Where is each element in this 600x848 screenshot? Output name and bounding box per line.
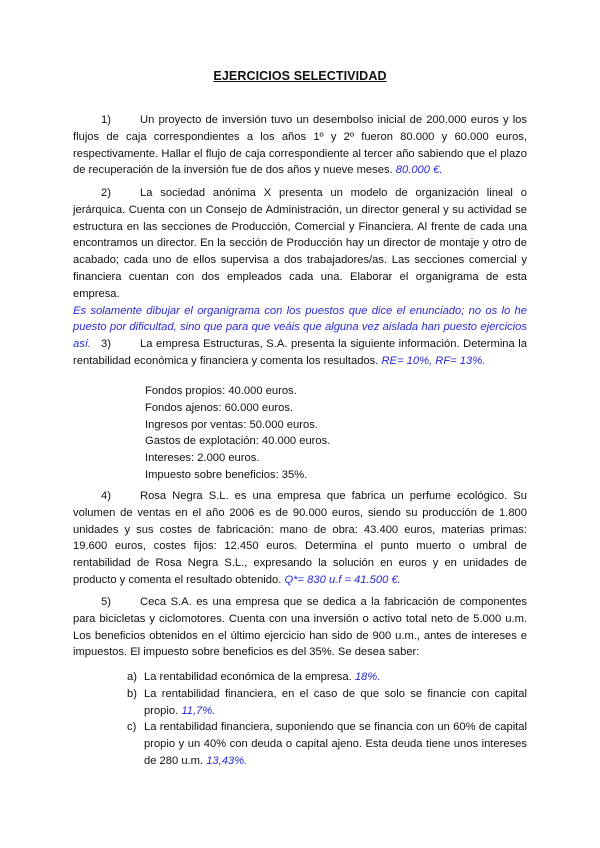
question-answer: 13,43%. [206, 754, 248, 767]
exercise-number: 2) [101, 187, 111, 199]
exercise-4 [73, 488, 527, 589]
exercise-number: 5) [101, 596, 111, 608]
question-text: La rentabilidad financiera, suponiendo que se financia con un 60% de capital propio y un 40% con deuda o capital ajeno. Esta deuda tiene unos intereses de 280 u.m. [144, 721, 527, 767]
exercise-text: Un proyecto de inversión tuvo un desembolso inicial de 200.000 euros y los flujos de caja correspondientes a los años 1º y 2º fueron 80.000 y 60.000 euros, respectivamente. Hallar el flujo de caja correspondiente al tercer año sabiendo que el plazo de recuperación de la inversión fue de dos años y nueve meses. [73, 114, 527, 177]
question-label: b) [127, 687, 137, 700]
question-label: a) [127, 671, 137, 683]
question-text: La rentabilidad económica de la empresa. [144, 671, 352, 683]
exercise-number: 4) [101, 490, 111, 502]
exercise-1 [73, 112, 527, 179]
page-title: EJERCICIOS SELECTIVIDAD [213, 69, 387, 83]
exercise-3-data-list [145, 383, 330, 484]
exercise-answer: 80.000 €. [395, 164, 443, 177]
exercise-text: Ceca S.A. es una empresa que se dedica a la fabricación de componentes para bicicletas y ciclomotores. Cuenta con una inversión o activo total neto de 5.000 u.m. Los beneficios obtenidos en el último ejercicio han sido de 900 u.m., antes de intereses e impuestos. El impuesto sobre beneficios es del 35%. Se desea saber: [73, 596, 527, 659]
list-item: Fondos ajenos: 60.000 euros. [145, 401, 294, 414]
list-item: Ingresos por ventas: 50.000 euros. [145, 418, 318, 431]
list-item: Fondos propios: 40.000 euros. [145, 385, 297, 397]
exercise-number: 3) [101, 338, 111, 350]
question-b [127, 686, 527, 720]
list-item: Gastos de explotación: 40.000 euros. [145, 435, 331, 448]
exercise-text: Rosa Negra S.L. es una empresa que fabrica un perfume ecológico. Su volumen de ventas en el año 2006 es de 90.000 euros, siendo su producción de 1.800 unidades y sus costes de fabricación: mano de obra: 43.400 euros, materias primas: 19.600 euros, costes fijos: 12.450 euros. Determina el punto muerto o umbral de rentabilidad de Rosa Negra S.L., expresando la solución en euros y en unidades de producto y comenta el resultado obtenido. [73, 490, 527, 586]
exercise-text: La empresa Estructuras, S.A. presenta la siguiente información. Determina la rentabilidad económica y financiera y comenta los resultados. [73, 338, 527, 367]
list-item: Impuesto sobre beneficios: 35%. [145, 468, 308, 481]
question-answer: 11,7%. [181, 704, 216, 717]
exercise-3 [73, 336, 527, 370]
question-text: La rentabilidad financiera, en el caso de que solo se financie con capital propio. [144, 687, 527, 717]
exercise-5-questions [127, 669, 527, 770]
exercise-note: Es solamente dibujar el organigrama con los puestos que dice el enunciado; no os lo he puesto por dificultad, sino que para que veáis que alguna vez aislada han puesto ejercicios así. [73, 304, 527, 351]
exercise-5 [73, 594, 527, 661]
exercise-number: 1) [101, 114, 111, 126]
exercise-answer: RE= 10%, RF= 13%. [381, 354, 486, 367]
question-a [127, 669, 527, 686]
list-item: Intereses: 2.000 euros. [145, 452, 260, 465]
question-c [127, 719, 527, 769]
question-label: c) [127, 721, 137, 734]
exercise-text: La sociedad anónima X presenta un modelo de organización lineal o jerárquica. Cuenta con un Consejo de Administración, un director general y su actividad se estructura en las secciones de Producción, Comercial y Financiera. Al frente de cada una encontramos un director. En la sección de Producción hay un director de montaje y otro de acabado; cada uno de ellos supervisa a dos trabajadores/as. Las secciones comercial y financiera cuentan con dos empleados cada una. Elaborar el organigrama de esta empresa. [73, 187, 527, 300]
exercise-2 [73, 185, 527, 353]
exercise-answer: Q*= 830 u.f = 41.500 €. [284, 573, 401, 586]
question-answer: 18%. [354, 671, 381, 683]
